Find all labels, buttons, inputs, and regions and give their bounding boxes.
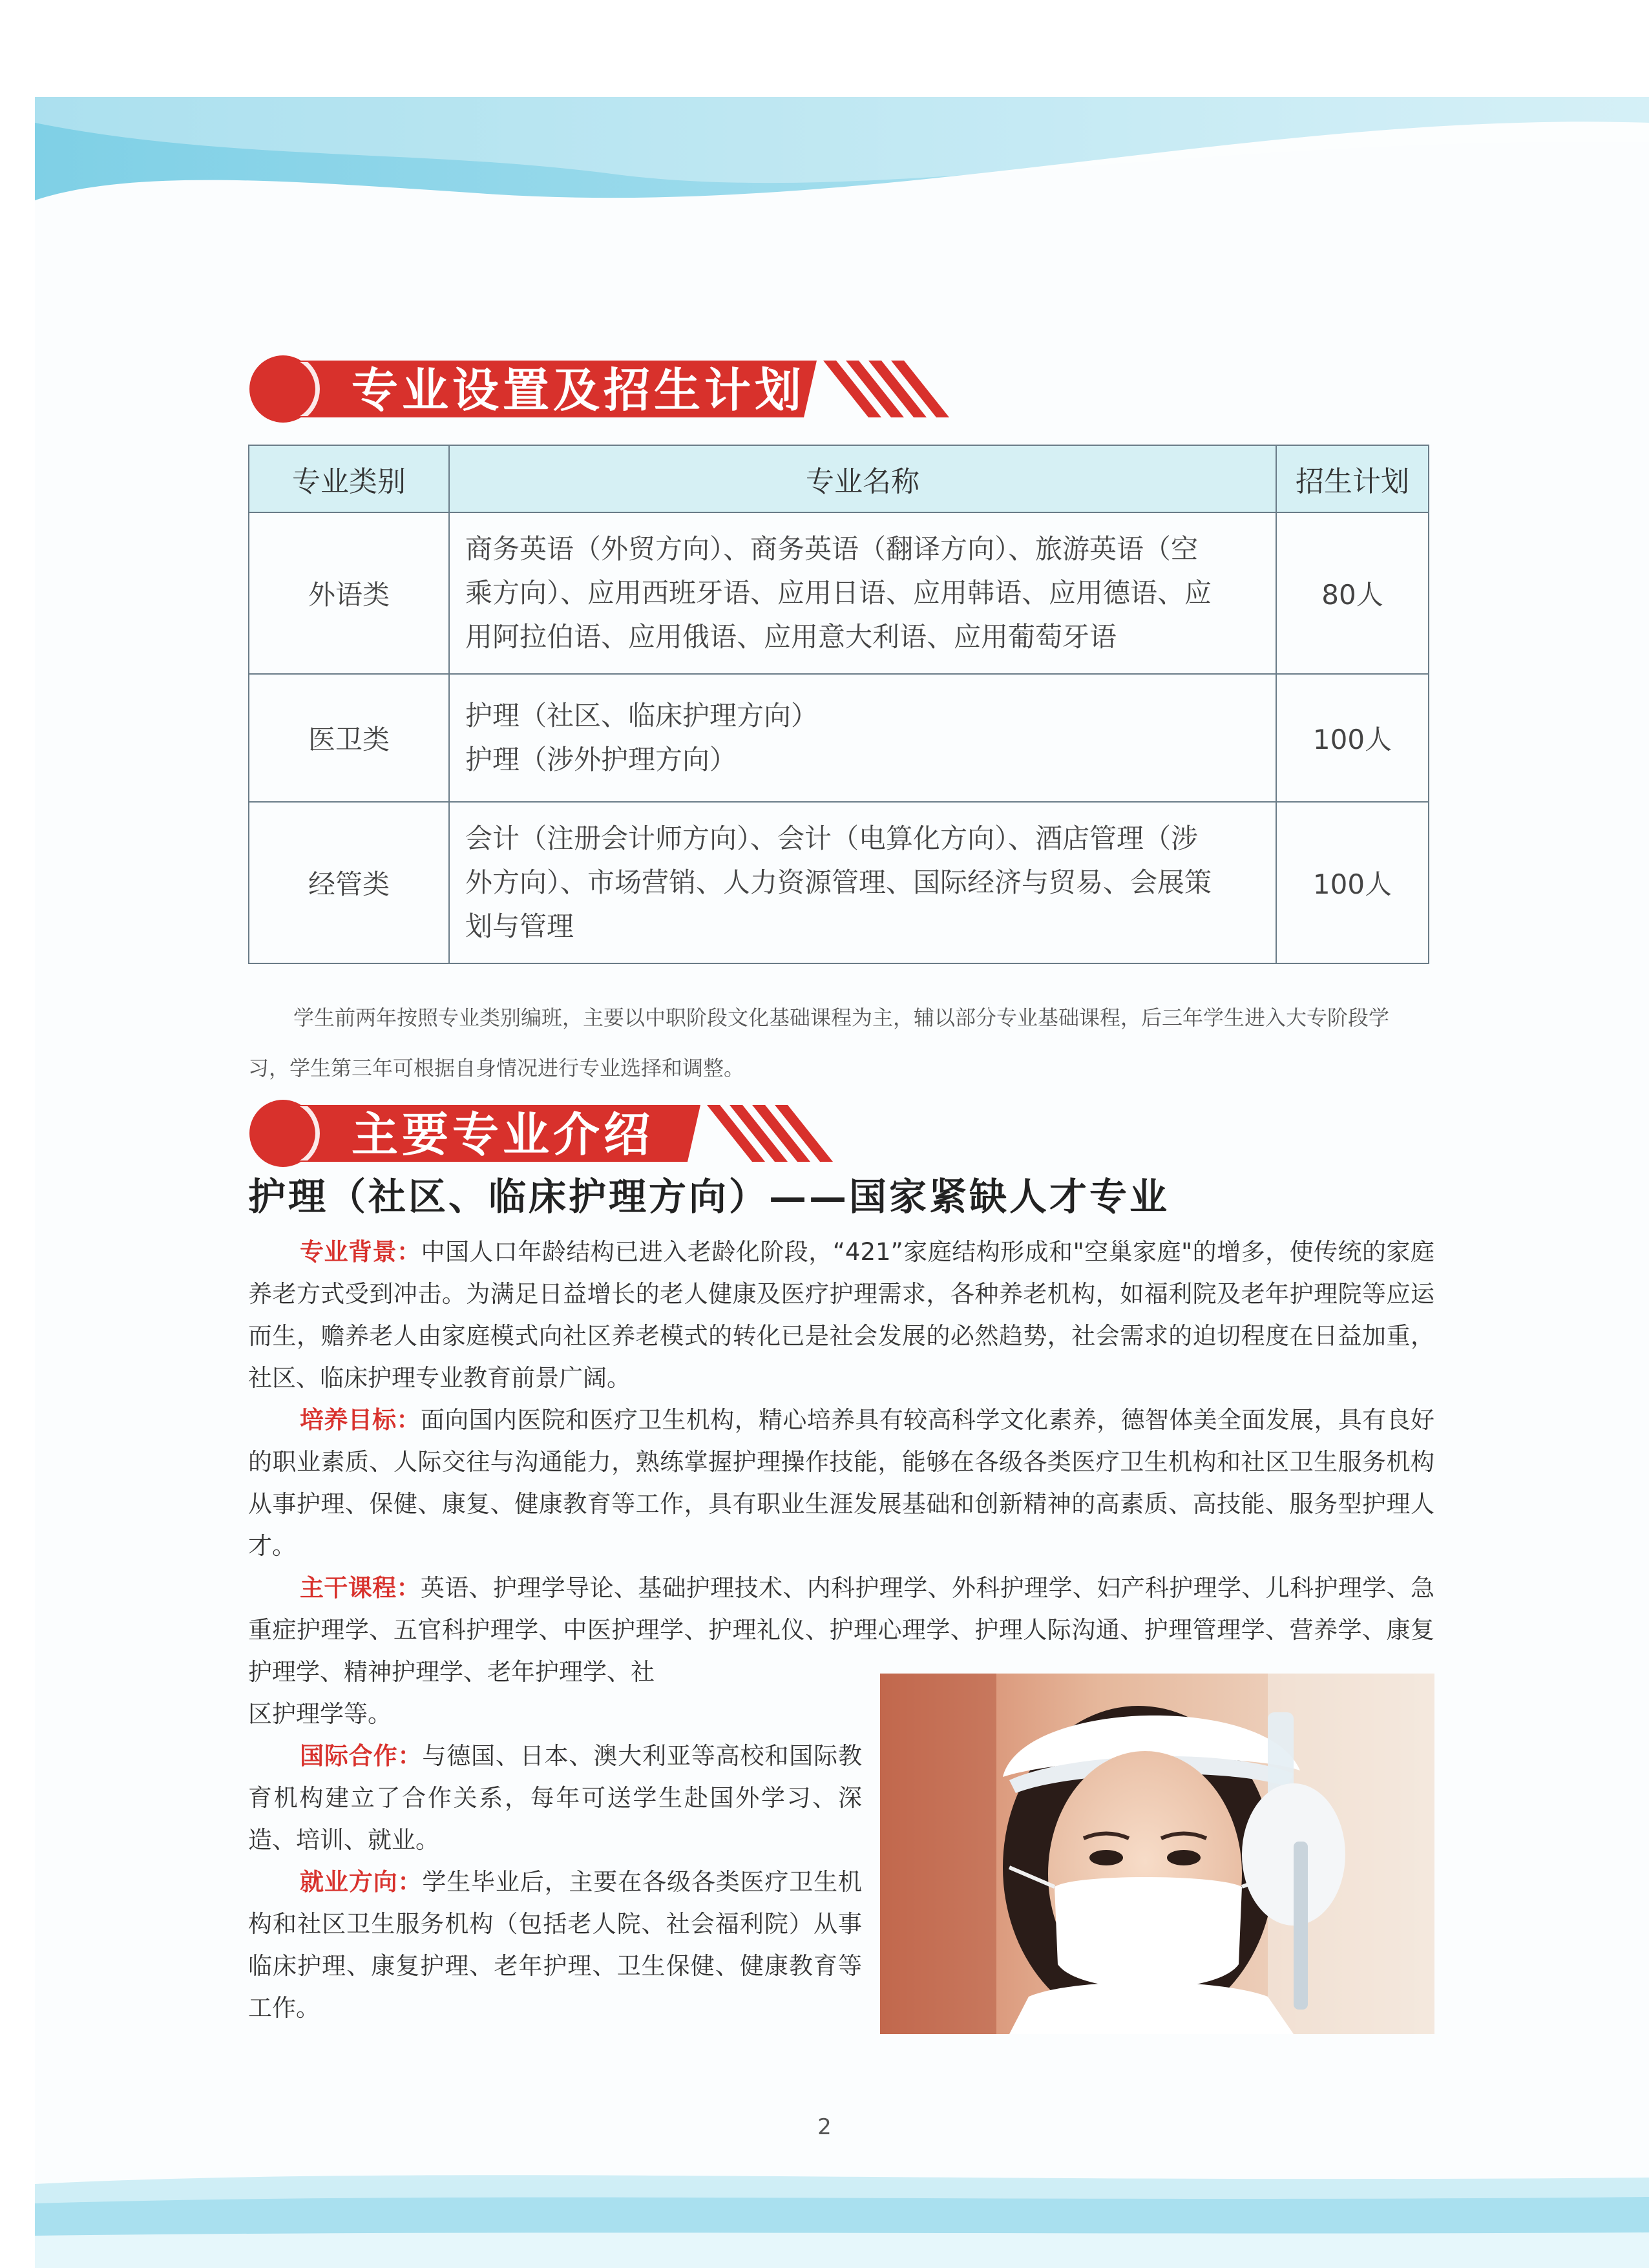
category-cell: 经管类 bbox=[249, 802, 449, 963]
major-names-line: 外方向）、市场营销、人力资源管理、国际经济与贸易、会展策 bbox=[465, 866, 1212, 898]
major-names-line: 用阿拉伯语、应用俄语、应用意大利语、应用葡萄牙语 bbox=[465, 621, 1117, 653]
text-goal: 面向国内医院和医疗卫生机构，精心培养具有较高科学文化素养，德智体美全面发展，具有良好的职业素质、人际交往与沟通能力，熟练掌握护理操作技能，能够在各级各类医疗卫生机构和社区卫生服务机构从事护理、保健、康复、健康教育等工作，具有职业生涯发展基础和创新精神的高素质、高技能、服务型护理人才。 bbox=[248, 1406, 1435, 1560]
column-header-major-name: 专业名称 bbox=[449, 445, 1276, 512]
nurse-photo bbox=[880, 1674, 1434, 2034]
top-decorative-band bbox=[35, 97, 1649, 226]
label-goal: 培养目标： bbox=[300, 1406, 421, 1434]
major-title: 护理（社区、临床护理方向）——国家紧缺人才专业 bbox=[248, 1175, 1170, 1219]
category-cell: 医卫类 bbox=[249, 674, 449, 802]
paragraph-goal bbox=[248, 1399, 1434, 1567]
enrollment-table bbox=[248, 445, 1429, 964]
page-number: 2 bbox=[817, 2114, 832, 2140]
text-courses: 英语、护理学导论、基础护理技术、内科护理学、外科护理学、妇产科护理学、儿科护理学、急重症护理学、五官科护理学、中医护理学、护理礼仪、护理心理学、护理人际沟通、护理管理学、营养学、康复护理学、精神护理学、老年护理学、社 bbox=[248, 1574, 1435, 1686]
category-cell: 外语类 bbox=[249, 512, 449, 674]
label-background: 专业背景： bbox=[300, 1238, 421, 1266]
paragraph-employment bbox=[248, 1861, 862, 2029]
table-header-row bbox=[249, 445, 1429, 512]
major-names-line: 护理（社区、临床护理方向） bbox=[465, 700, 819, 731]
plan-cell: 100人 bbox=[1276, 674, 1429, 802]
major-names-cell bbox=[449, 674, 1276, 802]
label-cooperation: 国际合作： bbox=[300, 1742, 423, 1770]
text-cooperation: 与德国、日本、澳大利亚等高校和国际教育机构建立了合作关系，每年可送学生赴国外学习、深造、培训、就业。 bbox=[248, 1742, 863, 1854]
section-header-majors bbox=[248, 1098, 843, 1170]
text-courses-tail: 区护理学等。 bbox=[248, 1700, 392, 1728]
table-row bbox=[249, 802, 1429, 963]
paragraph-courses-tail bbox=[248, 1693, 862, 1735]
table-row bbox=[249, 512, 1429, 674]
paragraph-background bbox=[248, 1231, 1434, 1399]
plan-cell: 80人 bbox=[1276, 512, 1429, 674]
major-names-line: 乘方向）、应用西班牙语、应用日语、应用韩语、应用德语、应 bbox=[465, 577, 1212, 609]
table-row bbox=[249, 674, 1429, 802]
section-title-enrollment: 专业设置及招生计划 bbox=[352, 363, 806, 417]
major-names-cell bbox=[449, 802, 1276, 963]
major-names-cell bbox=[449, 512, 1276, 674]
nurse-photo-illustration bbox=[880, 1674, 1434, 2034]
section-title-majors: 主要专业介绍 bbox=[352, 1108, 655, 1162]
major-names-line: 会计（注册会计师方向）、会计（电算化方向）、酒店管理（涉 bbox=[465, 823, 1199, 854]
plan-cell: 100人 bbox=[1276, 802, 1429, 963]
enrollment-note: 学生前两年按照专业类别编班，主要以中职阶段文化基础课程为主，辅以部分专业基础课程，后三年学生进入大专阶段学习，学生第三年可根据自身情况进行专业选择和调整。 bbox=[248, 1005, 1390, 1080]
major-names-line: 商务英语（外贸方向）、商务英语（翻译方向）、旅游英语（空 bbox=[465, 533, 1199, 565]
column-header-plan: 招生计划 bbox=[1276, 445, 1429, 512]
text-employment: 学生毕业后，主要在各级各类医疗卫生机构和社区卫生服务机构（包括老人院、社会福利院）从事临床护理、康复护理、老年护理、卫生保健、健康教育等工作。 bbox=[248, 1868, 863, 2022]
section-header-enrollment bbox=[248, 354, 972, 425]
major-names-line: 护理（涉外护理方向） bbox=[465, 744, 737, 775]
column-header-category: 专业类别 bbox=[249, 445, 449, 512]
label-courses: 主干课程： bbox=[300, 1574, 421, 1602]
major-names-line: 划与管理 bbox=[465, 910, 574, 942]
text-background: 中国人口年龄结构已进入老龄化阶段，“421”家庭结构形成和"空巢家庭"的增多，使传统的家庭养老方式受到冲击。为满足日益增长的老人健康及医疗护理需求，各种养老机构，如福利院及老年护理院等应运而生，赡养老人由家庭模式向社区养老模式的转化已是社会发展的必然趋势，社会需求的迫切程度在日益加重，社区、临床护理专业教育前景广阔。 bbox=[248, 1238, 1435, 1392]
bottom-decorative-band bbox=[35, 2158, 1649, 2268]
label-employment: 就业方向： bbox=[300, 1868, 423, 1896]
paragraph-cooperation bbox=[248, 1735, 862, 1861]
